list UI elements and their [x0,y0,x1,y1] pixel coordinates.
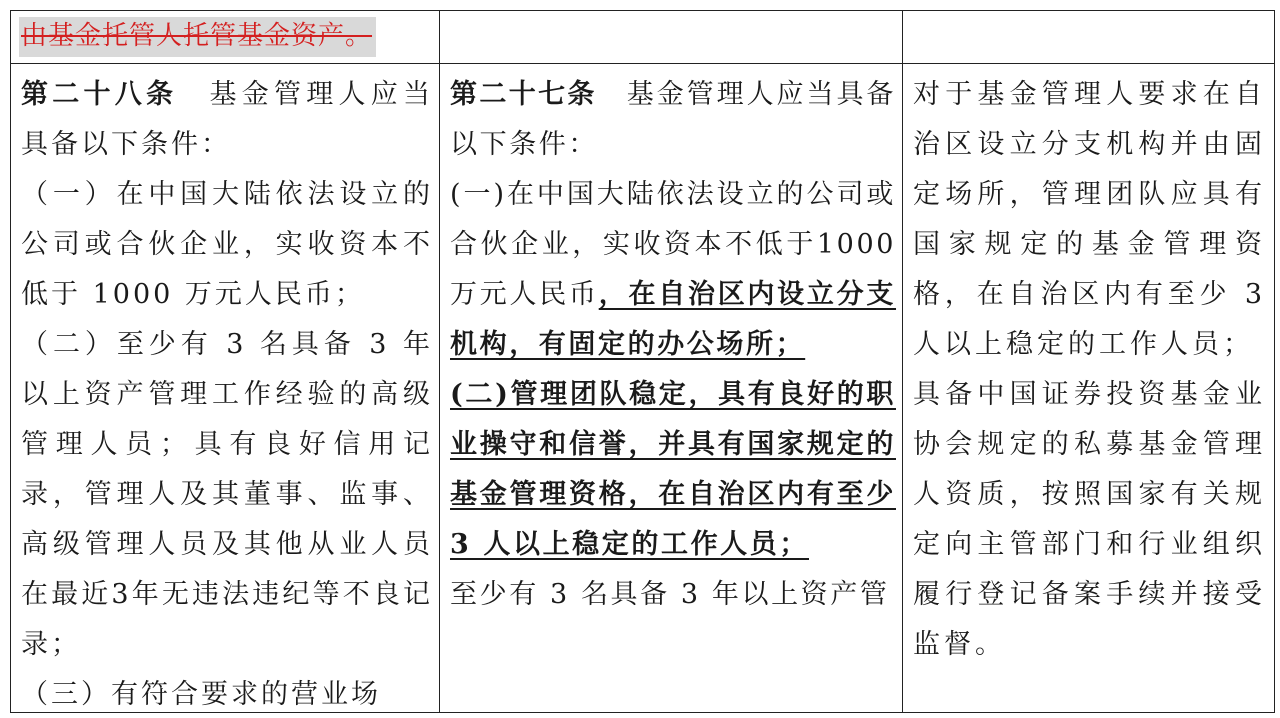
article-item: （一）在中国大陆依法设立的公司或合伙企业，实收资本不低于 1000 万元人民币； [21,179,433,310]
article-intro-text: 基金管理人应当具备以下条件： [450,79,897,160]
revised-article-text [440,64,902,710]
original-article-text [11,64,439,710]
added-text: (二)管理团队稳定，具有良好的职业操守和信誉，并具有国家规定的基金管理资格，在自治区内有至少 3 人以上稳定的工作人员； [450,379,896,560]
article-item [450,370,896,570]
article-item: （二）至少有 3 名具备 3 年以上资产管理工作经验的高级管理人员；具有良好信用记录，管理人及其董事、监事、高级管理人员及其他从业人员在最近3年无违法违纪等不良记录； [21,329,433,660]
article-item: （三）有符合要求的营业场 [21,679,381,710]
article-item [450,170,896,370]
article-intro-text: 基金管理人应当具备以下条件： [21,79,433,160]
table-row-top [11,11,1275,64]
deleted-text: 由基金托管人托管基金资产。 [19,17,376,57]
commentary-cell [903,64,1275,713]
commentary-paragraph: 对于基金管理人要求在自治区设立分支机构并由固定场所，管理团队应具有国家规定的基金管理资格，在自治区内有至少 3 人以上稳定的工作人员； [913,79,1266,360]
article-item: 至少有 3 名具备 3 年以上资产管 [450,579,890,610]
table-row-body [11,64,1275,713]
revised-article-cell [440,64,903,713]
original-article-cell [11,64,440,713]
article-intro [21,70,433,170]
commentary-text [903,64,1274,710]
empty-cell [440,11,903,64]
deleted-text-cell [11,11,440,64]
comparison-table [10,10,1275,713]
added-text: ，在自治区内设立分支机构，有固定的办公场所； [450,279,897,360]
article-heading: 第二十七条 [450,79,597,110]
empty-cell [903,11,1275,64]
article-heading: 第二十八条 [21,79,178,110]
article-item-text: (一)在中国大陆依法设立的公司或合伙企业，实收资本不低于1000 万元人民币 [450,179,896,310]
article-intro [450,70,896,170]
commentary-paragraph: 具备中国证券投资基金业协会规定的私募基金管理人资质，按照国家有关规定向主管部门和行业组织履行登记备案手续并接受监督。 [913,379,1266,660]
